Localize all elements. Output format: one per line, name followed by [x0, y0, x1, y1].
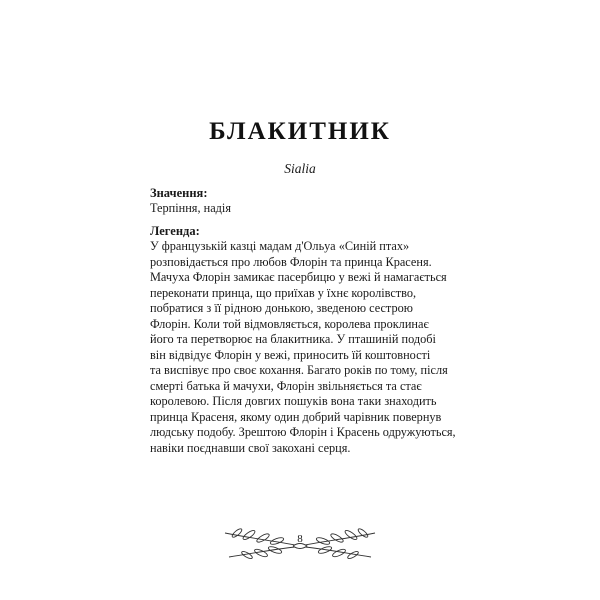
- legend-line: та виспівує про своє кохання. Багато років по тому, після: [150, 363, 448, 377]
- page-number: 8: [297, 533, 303, 545]
- meaning-text: Терпіння, надія: [150, 201, 231, 215]
- legend-line: смерті батька й мачухи, Флорін звільняється та стає: [150, 378, 422, 393]
- legend-line: Флорін. Коли той відмовляється, королева проклинає: [150, 316, 429, 331]
- meaning-section: [150, 185, 460, 217]
- legend-line: переконати принца, що приїхав у їхнє королівство,: [150, 285, 417, 300]
- legend-line: його та перетворює на блакитника. У пташиній подобі: [150, 332, 436, 346]
- legend-text: [150, 239, 460, 456]
- legend-line: Мачуха Флорін замикає пасербицю у вежі й намагається: [150, 270, 447, 284]
- legend-line: принца Красеня, якому один добрий чарівник повернув: [150, 409, 442, 424]
- legend-line: побратися з її рідною донькою, зведеною сестрою: [150, 301, 413, 315]
- legend-heading: Легенда:: [150, 224, 200, 238]
- legend-line: він відвідує Флорін у вежі, приносить їй коштовності: [150, 347, 431, 362]
- legend-line: У французькій казці мадам д'Ольуа «Синій птах»: [150, 239, 410, 253]
- legend-line: людську подобу. Зрештою Флорін і Красень одружуються,: [150, 425, 456, 439]
- meaning-heading: Значення:: [150, 186, 208, 200]
- legend-line: королевою. Після довгих пошуків вона таки знаходить: [150, 394, 437, 408]
- legend-line: розповідається про любов Флорін та принца Красеня.: [150, 254, 432, 269]
- page-title: БЛАКИТНИК: [209, 118, 391, 145]
- legend-section: [150, 223, 460, 456]
- latin-name: Sialia: [284, 161, 316, 176]
- legend-line: навіки поєднавши свої закохані серця.: [150, 440, 351, 455]
